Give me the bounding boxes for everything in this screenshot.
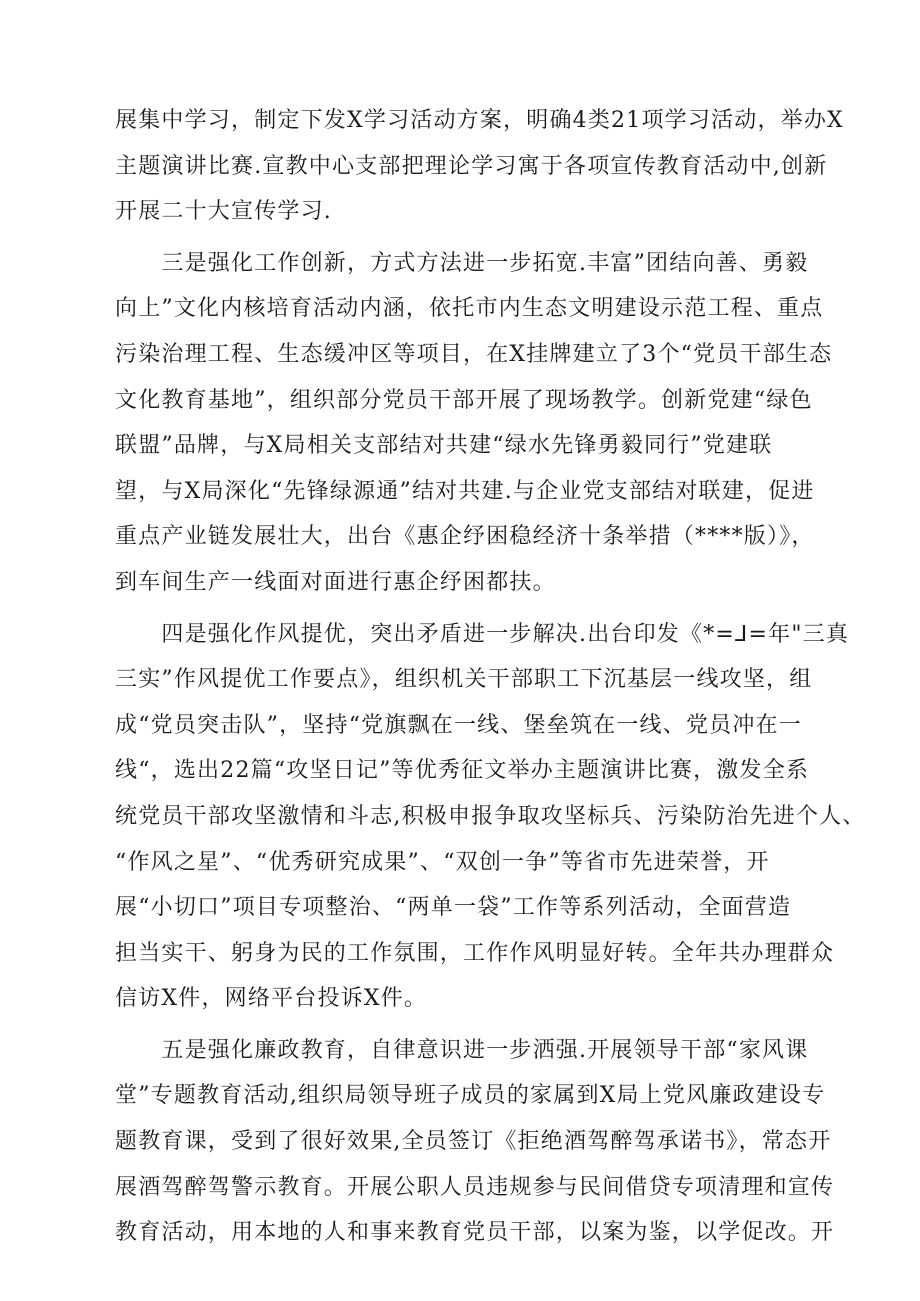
text-line: 线“，选出22篇“攻坚日记”等优秀征文举办主题演讲比赛，激发全系 — [115, 758, 810, 784]
text-line: 望，与X局深化“先锋绿源通”结对共建.与企业党支部结对联建，促进 — [115, 478, 815, 504]
text-line: 五是强化廉政教育，自律意识进一步洒强.开展领导干部“家风课 — [115, 1037, 809, 1063]
text-line: 堂”专题教育活动,组织局领导班子成员的家属到X局上党风廉政建设专 — [115, 1083, 826, 1109]
text-line: 题教育课，受到了很好效果,全员签订《拒绝酒驾醉驾承诺书》，常态开 — [115, 1129, 832, 1155]
text-line: 到车间生产一线面对面进行惠企纾困都扶。 — [115, 569, 556, 595]
text-line: 重点产业链发展壮大，出台《惠企纾困稳经济十条举措（****版）》， — [115, 524, 815, 550]
text-line: 开展二十大宣传学习. — [115, 199, 332, 225]
text-line: “作风之星”、“优秀研究成果”、“双创一争”等省市先进荣誉，开 — [115, 849, 770, 875]
paragraph-2 — [115, 241, 840, 606]
text-line: 三是强化工作创新，方式方法进一步拓宽.丰富”团结向善、勇毅 — [115, 250, 809, 276]
text-line: 成“党员突击队”，坚持“党旗飘在一线、堡垒筑在一线、党员冲在一 — [115, 712, 802, 738]
text-line: 向上”文化内核培育活动内涵，依托市内生态文明建设示范工程、重点 — [115, 296, 824, 322]
text-line: 展集中学习，制定下发X学习活动方案，明确4类21项学习活动，举办X — [115, 108, 844, 133]
text-line: 教育活动，用本地的人和事来教育党员干部，以案为鉴，以学促改。开 — [115, 1220, 835, 1246]
text-line: 担当实干、躬身为民的工作氛围，工作作风明显好转。全年共办理群众 — [115, 940, 835, 966]
text-line: 联盟”品牌，与X局相关支部结对共建“绿水先锋勇毅同行”党建联 — [115, 433, 773, 459]
paragraph-3 — [115, 612, 866, 1022]
text-line: 文化教育基地”，组织部分党员干部开展了现场教学。创新党建“绿色 — [115, 387, 813, 413]
paragraph-1 — [115, 98, 844, 235]
text-line: 污染治理工程、生态缓冲区等项目，在X挂牌建立了3个“党员干部生态 — [115, 341, 833, 367]
text-line: 展“小切口”项目专项整治、“两单一袋”工作等系列活动，全面营造 — [115, 895, 792, 921]
text-line: 信访X件，网络平台投诉X件。 — [115, 986, 428, 1012]
text-line: 统党员干部攻坚激情和斗志,积极申报争取攻坚标兵、污染防治先进个人、 — [115, 803, 866, 829]
text-line: 四是强化作风提优，突出矛盾进一步解决.出台印发《*=⅃=年"三真 — [115, 621, 850, 647]
text-line: 主题演讲比赛.宣教中心支部把理论学习寓于各项宣传教育活动中,创新 — [115, 153, 828, 179]
text-line: 展酒驾醉驾警示教育。开展公职人员违规参与民间借贷专项清理和宣传 — [115, 1174, 835, 1200]
paragraph-4 — [115, 1028, 840, 1256]
text-line: 三实”作风提优工作要点》，组织机关干部职工下沉基层一线攻坚，组 — [115, 667, 813, 693]
